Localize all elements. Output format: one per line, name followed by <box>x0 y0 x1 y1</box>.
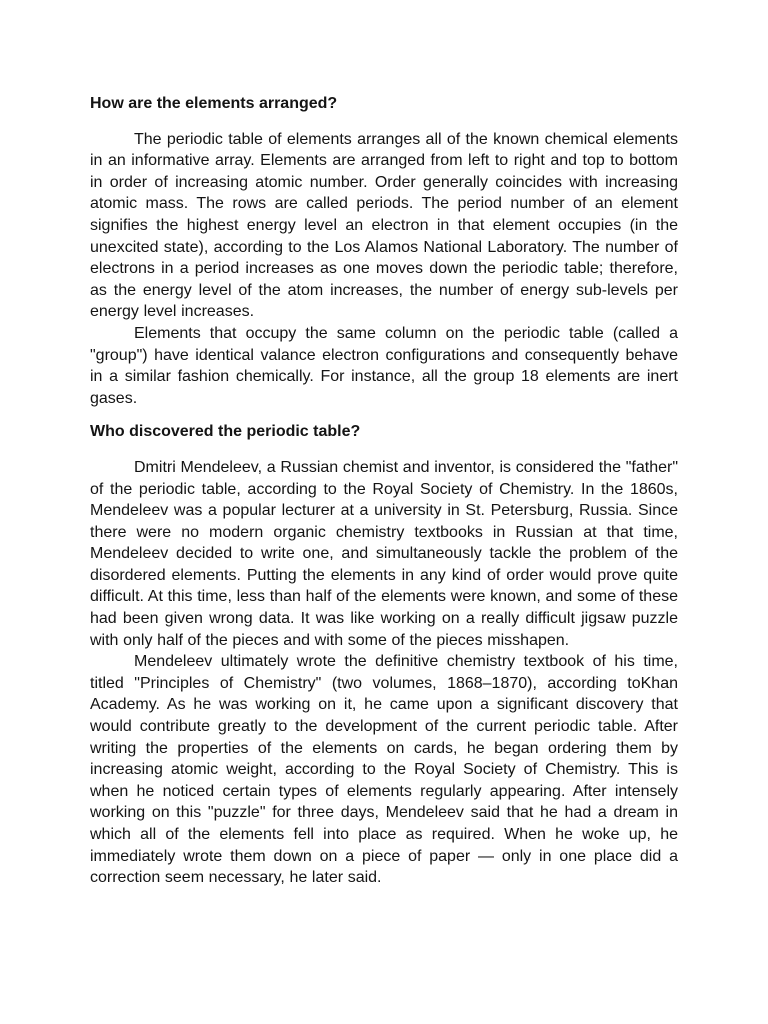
paragraph-mendeleev-intro: Dmitri Mendeleev, a Russian chemist and inventor, is considered the "father" of the periodic table, according to the Royal Society of Chemistry. In the 1860s, Mendeleev was a popular lecturer at a university in St. Petersburg, Russia. Since there were no modern organic chemistry textbooks in Russian at that time, Mendeleev decided to write one, and simultaneously tackle the problem of the disordered elements. Putting the elements in any kind of order would prove quite difficult. At this time, less than half of the elements were known, and some of these had been given wrong data. It was like working on a really difficult jigsaw puzzle with only half of the pieces and with some of the pieces misshapen. <box>90 458 678 649</box>
section-heading-discovery: Who discovered the periodic table? <box>90 423 361 441</box>
paragraph-groups: Elements that occupy the same column on the periodic table (called a "group") have identical valance electron configurations and consequently behave in a similar fashion chemically. For instance, all the group 18 elements are inert gases. <box>90 324 678 407</box>
paragraph-mendeleev-textbook: Mendeleev ultimately wrote the definitive chemistry textbook of his time, titled "Principles of Chemistry" (two volumes, 1868–1870), according toKhan Academy. As he was working on it, he came upon a significant discovery that would contribute greatly to the development of the current periodic table. After writing the properties of the elements on cards, he began ordering them by increasing atomic weight, according to the Royal Society of Chemistry. This is when he noticed certain types of elements regularly appearing. After intensely working on this "puzzle" for three days, Mendeleev said that he had a dream in which all of the elements fell into place as required. When he woke up, he immediately wrote them down on a piece of paper — only in one place did a correction seem necessary, he later said. <box>90 653 678 887</box>
paragraph-periodic-arrangement: The periodic table of elements arranges all of the known chemical elements in an informative array. Elements are arranged from left to right and top to bottom in order of increasing atomic number. Order generally coincides with increasing atomic mass. The rows are called periods. The period number of an element signifies the highest energy level an electron in that element occupies (in the unexcited state), according to the Los Alamos National Laboratory. The number of electrons in a period increases as one moves down the periodic table; therefore, as the energy level of the atom increases, the number of energy sub-levels per energy level increases. <box>90 130 678 321</box>
section-heading-arrangement: How are the elements arranged? <box>90 95 338 112</box>
